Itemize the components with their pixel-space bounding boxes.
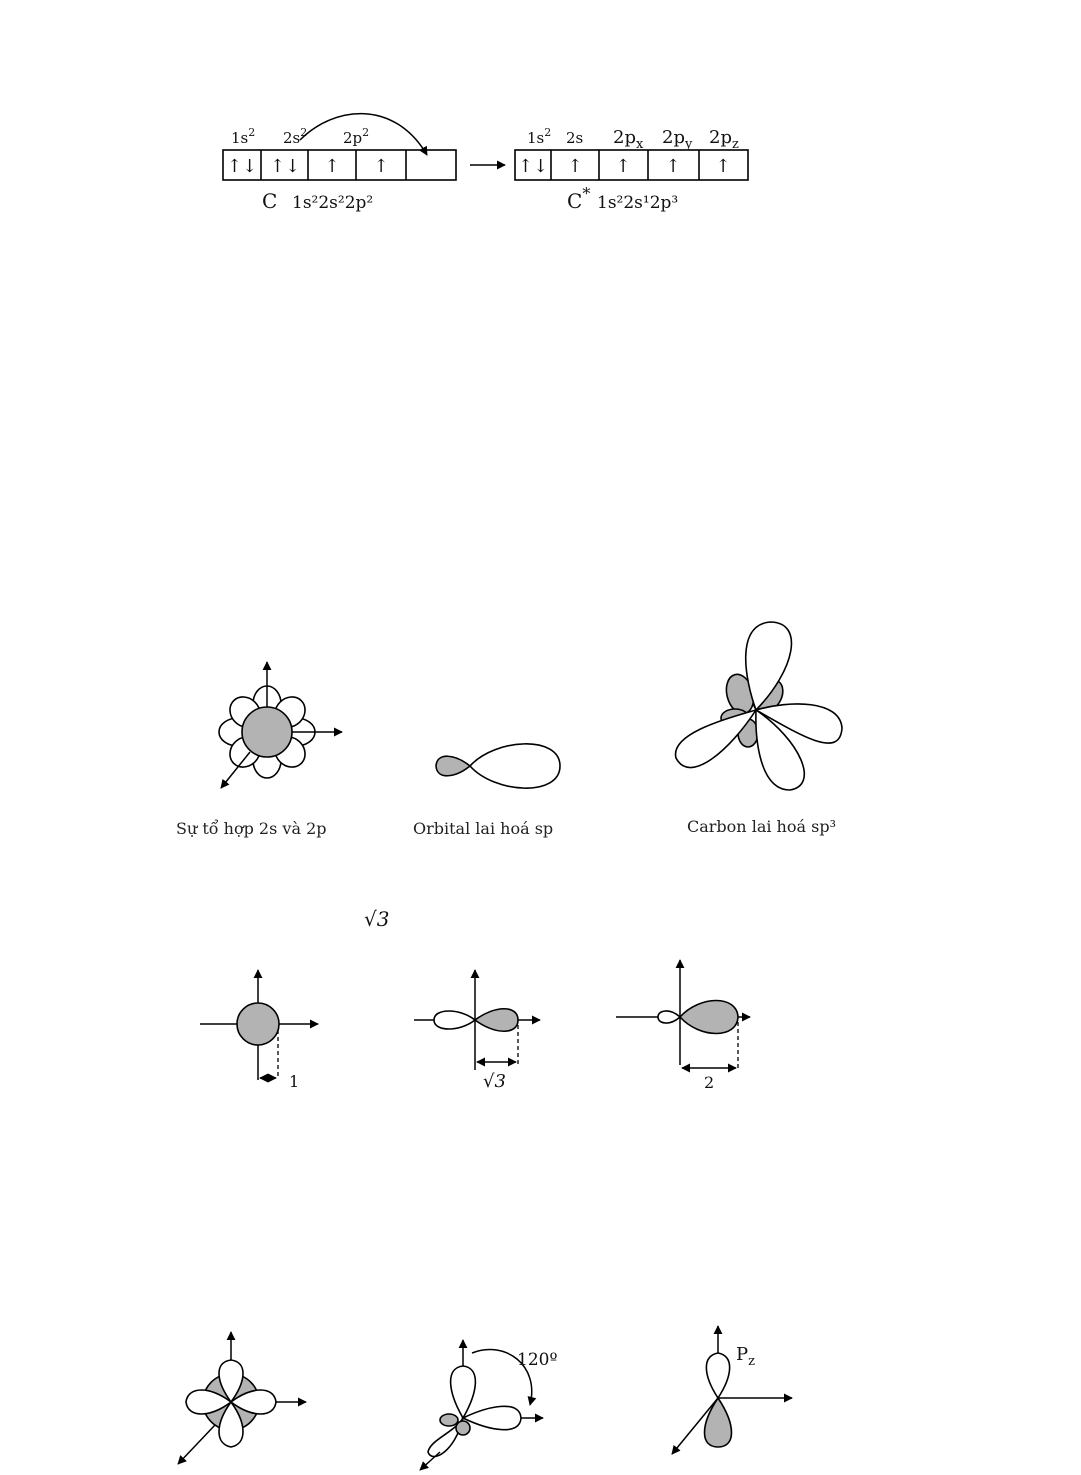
excited-cell-4: ↑	[665, 156, 681, 177]
ground-cell-4: ↑	[373, 156, 389, 177]
excited-label-2px: $2p_x$	[613, 127, 644, 152]
angle-label-120: 120º	[517, 1350, 558, 1370]
caption-sp-hybrid: Orbital lai hoá sp	[413, 819, 554, 838]
excited-label-2pz: $2p_z$	[709, 127, 739, 152]
carbon-sp3-figure	[676, 622, 842, 790]
excited-cell-5: ↑	[715, 156, 731, 177]
ratio-sp-figure	[414, 970, 540, 1070]
electron-configuration-diagram	[223, 114, 748, 213]
ratio-s-orbital-figure	[200, 970, 318, 1080]
pz-label: $P_z$	[736, 1344, 755, 1369]
excited-label-2s: 2s	[566, 129, 584, 147]
sp-combination-figure	[219, 662, 342, 788]
ground-formula: 1s²2s²2p²	[292, 193, 374, 213]
bottom-pz-figure	[672, 1326, 792, 1454]
ratio-label-1: 1	[289, 1072, 300, 1091]
ratio-header-sqrt3: √3	[364, 907, 390, 931]
ground-formula-symbol: C	[262, 189, 278, 213]
ground-label-2p: $2p^2$	[343, 126, 370, 147]
ratio-sp3-figure	[616, 960, 750, 1068]
excited-cell-2: ↑	[567, 156, 583, 177]
ground-cell-1: ↑↓	[226, 156, 258, 177]
ground-cell-2: ↑↓	[269, 156, 301, 177]
caption-sp-combination: Sự tổ hợp 2s và 2p	[176, 819, 327, 838]
excited-state-boxes	[515, 150, 748, 180]
bottom-four-lobe-figure	[178, 1332, 306, 1464]
ground-label-2s: $2s^2$	[283, 126, 308, 147]
sp-hybrid-orbital-figure	[436, 744, 560, 788]
caption-carbon-sp3: Carbon lai hoá sp³	[687, 817, 836, 836]
excited-label-2py: $2p_y$	[662, 127, 693, 152]
ground-label-1s: $1s^2$	[231, 126, 256, 147]
excited-cell-3: ↑	[615, 156, 631, 177]
excited-label-1s: $1s^2$	[527, 126, 552, 147]
ground-state-boxes	[223, 150, 456, 180]
excited-formula-symbol: C*	[567, 184, 591, 213]
excited-formula: 1s²2s¹2p³	[597, 193, 679, 213]
excited-cell-1: ↑↓	[517, 156, 549, 177]
ratio-label-sqrt3: √3	[483, 1071, 506, 1092]
ratio-label-2: 2	[704, 1073, 715, 1092]
ground-cell-3: ↑	[324, 156, 340, 177]
